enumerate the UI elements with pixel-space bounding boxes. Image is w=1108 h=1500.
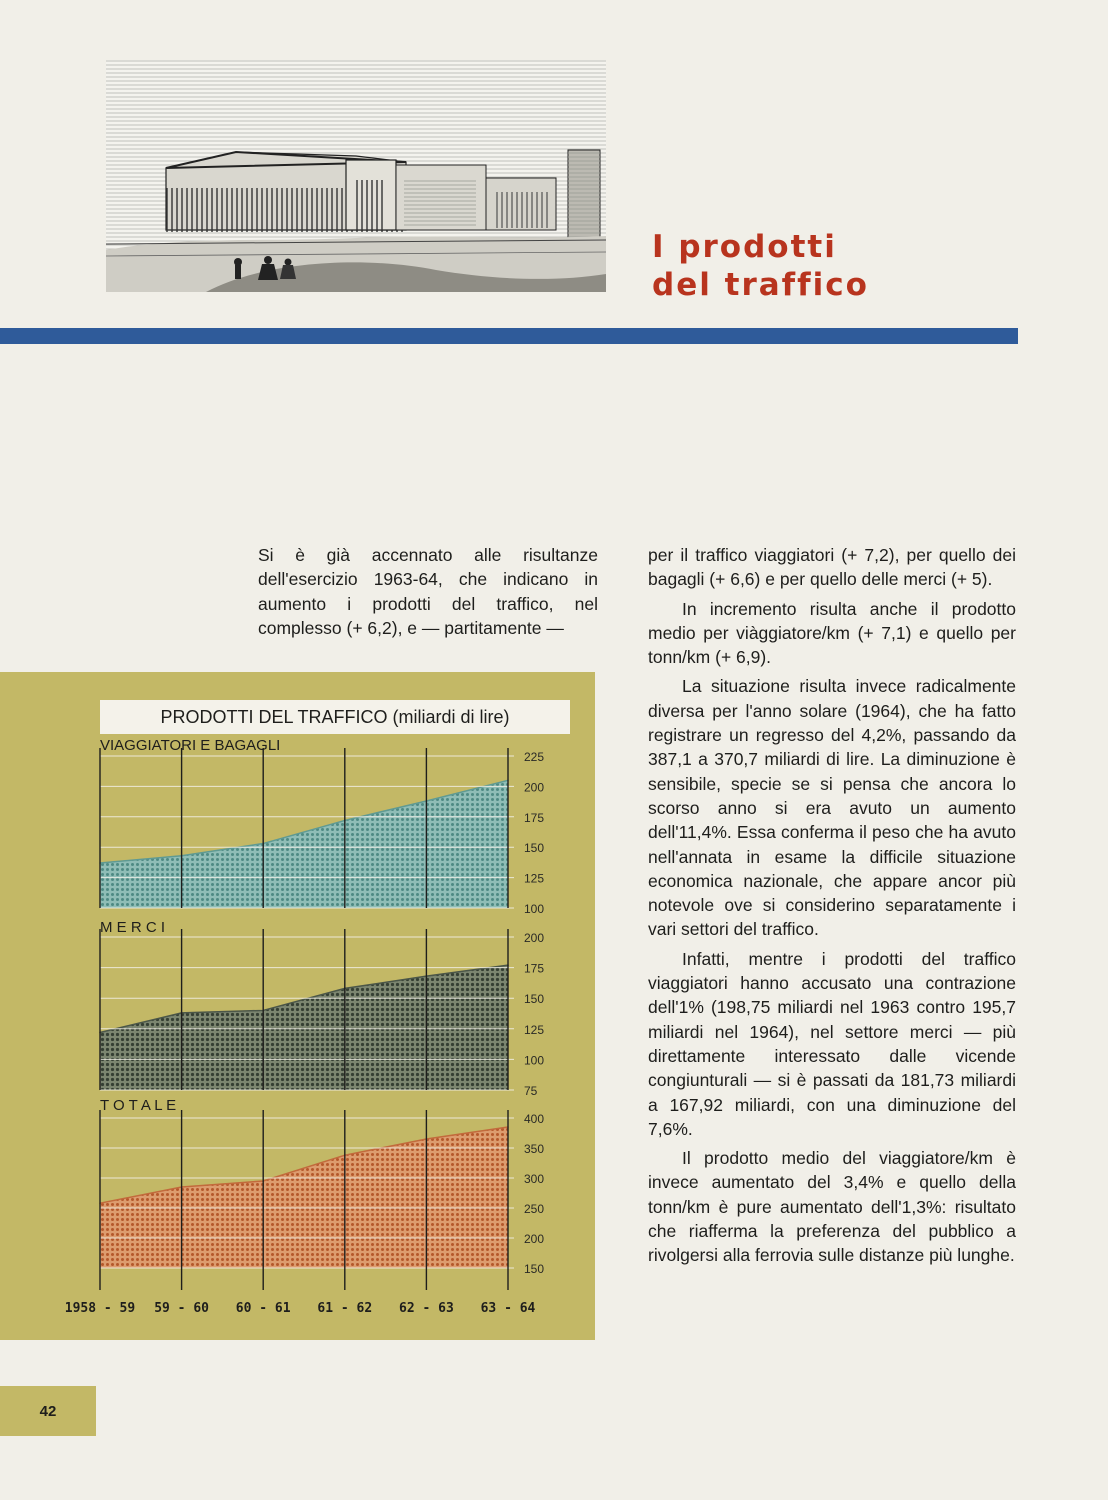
tick-label: 300 — [524, 1172, 545, 1186]
title-line-1: I prodotti — [652, 229, 837, 265]
panel-label-viaggiatori-e-bagagli: VIAGGIATORI E BAGAGLI — [100, 737, 281, 754]
paragraph-4: Infatti, mentre i prodotti del traffico viaggiatori hanno accusato una contrazione dell'1% (198,75 miliardi nel 1963 contro 195,7 miliardi nel 1964), nel settore merci — più direttamente interessato dalle vicende congiunturali — si è passati da 181,73 miliardi a 167,92 miliardi, con una diminuzione del 7,6%. — [648, 948, 1016, 1139]
page-number: 42 — [39, 1402, 57, 1420]
paragraph-1: per il traffico viaggiatori (+ 7,2), per quello dei bagagli (+ 6,6) e per quello delle merci (+ 5). — [648, 545, 1016, 590]
page-title — [652, 228, 869, 304]
tick-label: 225 — [524, 750, 545, 764]
x-label-3: 60 - 61 — [235, 1301, 291, 1316]
x-label-5: 62 - 63 — [399, 1301, 454, 1316]
station-engraving — [106, 60, 606, 292]
tick-label: 175 — [524, 961, 545, 976]
tick-label: 200 — [524, 931, 545, 945]
title-line-2: del traffico — [652, 267, 869, 303]
x-label-2: 59 - 60 — [154, 1301, 209, 1316]
tick-label: 250 — [524, 1202, 545, 1216]
blue-divider — [0, 328, 1018, 344]
text-column-right — [648, 543, 1016, 1273]
x-label-1: 1958 - 59 — [64, 1301, 136, 1316]
chart-title: PRODOTTI DEL TRAFFICO (miliardi di lire) — [160, 707, 510, 727]
traffic-chart — [0, 672, 595, 1340]
tick-label: 150 — [524, 1262, 545, 1276]
tick-label: 200 — [524, 1232, 545, 1246]
paragraph-2: In incremento risulta anche il prodotto medio per viàggiatore/km (+ 7,1) e quello per tonn/km (+ 6,9). — [648, 598, 1016, 668]
tick-label: 400 — [524, 1112, 545, 1126]
tick-label: 200 — [524, 780, 545, 795]
x-label-4: 61 - 62 — [317, 1301, 373, 1316]
paragraph-3: La situazione risulta invece radicalmente diversa per l'anno solare (1964), che ha fatto registrare un regresso del 4,2%, passando da 387,1 a 370,7 miliardi di lire. La diminuzione è sensibile, specie se si pensa che ancora lo scorso anno si era avuto un aumento dell'11,4%. Essa conferma il peso che ha avuto nell'annata in esame la difficile situazione economica nazionale, che appare ancor più notevole ove si considerino separatamente i vari settori del traffico. — [648, 676, 1016, 940]
tick-label: 125 — [524, 871, 545, 886]
chart-panel — [0, 672, 595, 1340]
tick-label: 175 — [524, 810, 545, 825]
text-column-left — [258, 543, 598, 640]
x-label-6: 63 - 64 — [480, 1301, 536, 1316]
tick-label: 150 — [524, 841, 545, 856]
paragraph-5: Il prodotto medio del viaggiatore/km è invece aumentato del 3,4% e quello della tonn/km è pure aumentato dell'1,3%: risultato che riafferma la preferenza del pubblico a rivolgersi alla ferrovia sulle distanze più lunghe. — [648, 1148, 1016, 1266]
tick-label: 150 — [524, 992, 545, 1007]
tick-label: 100 — [524, 1053, 545, 1068]
tick-label: 75 — [524, 1084, 538, 1098]
tick-label: 350 — [524, 1142, 545, 1156]
paragraph-intro: Si è già accennato alle risultanze dell'esercizio 1963-64, che indicano in aumento i prodotti del traffico, nel complesso (+ 6,2), e — partitamente — — [258, 545, 598, 638]
tick-label: 100 — [524, 902, 545, 916]
panel-label-t-o-t-a-l-e: T O T A L E — [100, 1097, 177, 1114]
tick-label: 125 — [524, 1022, 545, 1037]
page-number-box — [0, 1386, 96, 1436]
panel-label-m-e-r-c-i: M E R C I — [100, 919, 166, 936]
